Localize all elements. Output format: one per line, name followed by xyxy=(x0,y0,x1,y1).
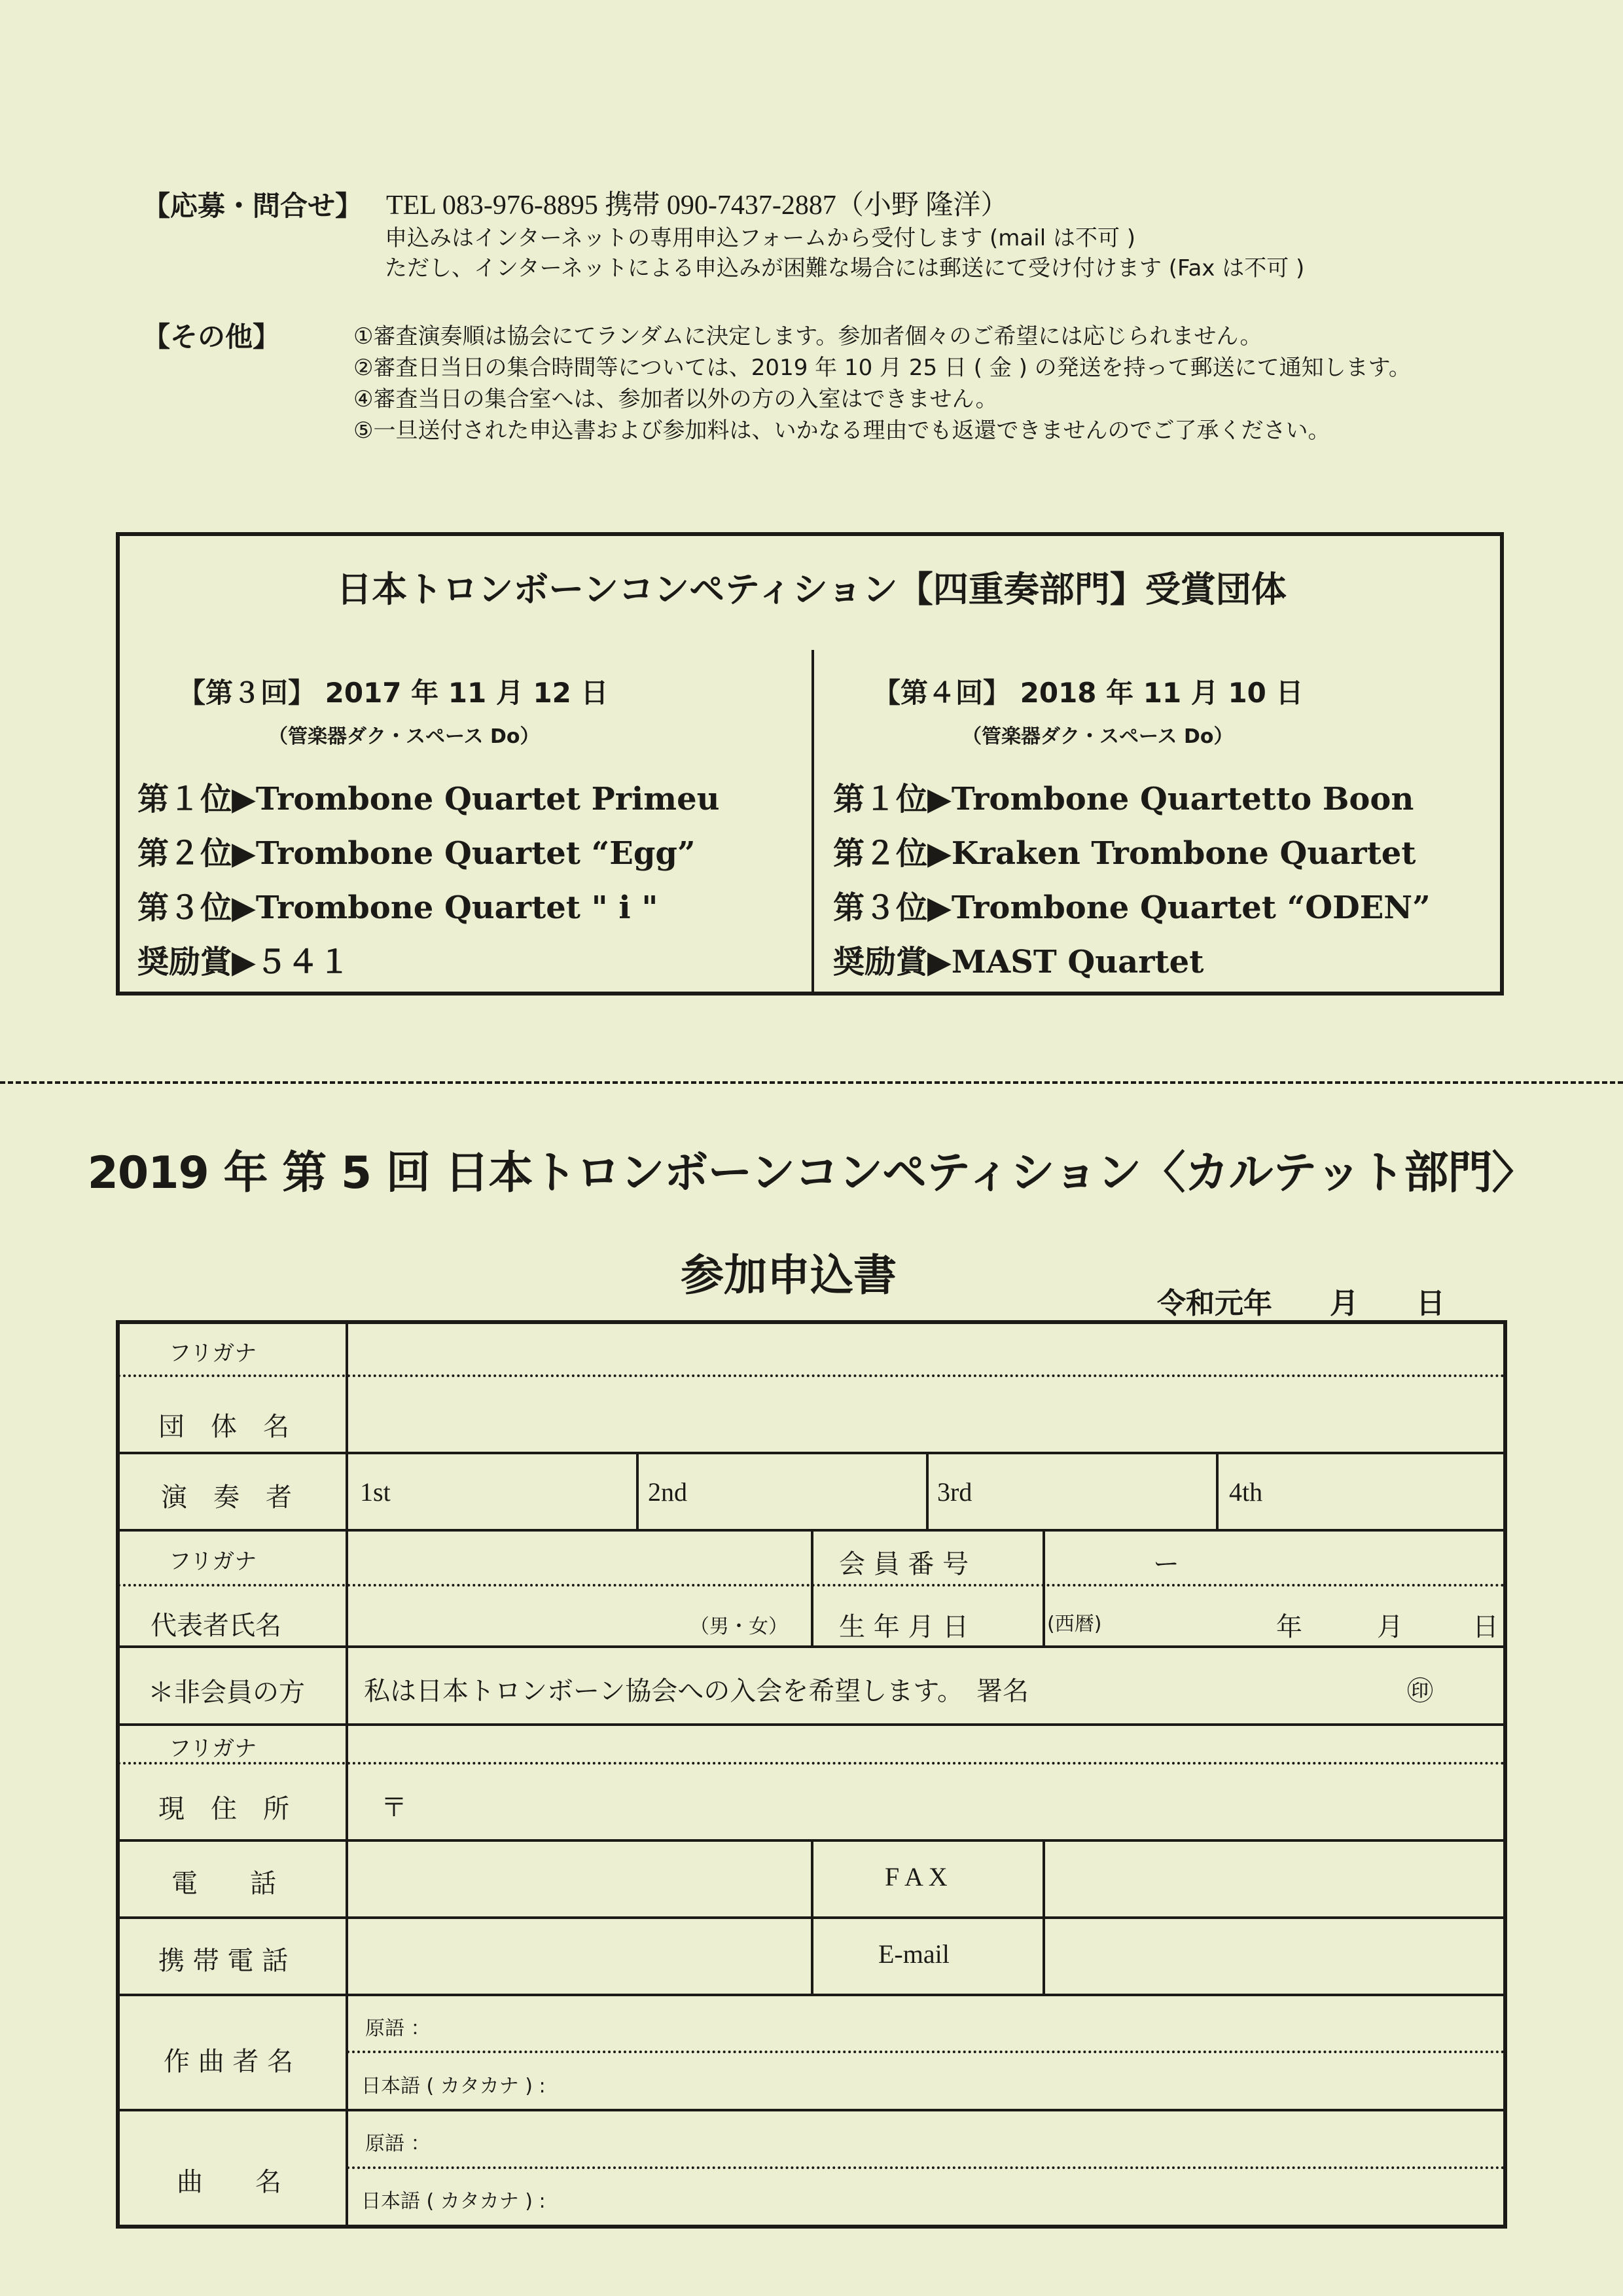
furigana-label: フリガナ xyxy=(169,1736,257,1762)
birthdate-label: 生 年 月 日 xyxy=(839,1612,969,1642)
row-divider xyxy=(118,1994,1505,1996)
col-divider xyxy=(811,1529,813,1645)
form-title: 2019 年 第 5 回 日本トロンボーンコンペティション〈カルテット部門〉 xyxy=(87,1147,1536,1199)
furigana-group-input[interactable] xyxy=(349,1325,1503,1373)
winners-left-prize: 奨励賞▶５４１ xyxy=(137,944,350,980)
postal-mark[interactable]: 〒 xyxy=(381,1793,407,1823)
member-number-input[interactable] xyxy=(1046,1532,1503,1583)
gender-choice[interactable]: （男・女） xyxy=(690,1615,788,1638)
row-divider xyxy=(118,2109,1505,2111)
title-original-field[interactable]: 原語 ： xyxy=(365,2132,431,2155)
furigana-label: フリガナ xyxy=(169,1340,257,1367)
piece-title-label: 曲 名 xyxy=(177,2167,281,2197)
winners-left-prize: 第３位▶Trombone Quartet " i " xyxy=(137,889,658,926)
other-item: ④審査当日の集合室へは、参加者以外の方の入室はできません。 xyxy=(353,386,998,412)
address-label: 現 住 所 xyxy=(158,1794,289,1824)
email-label: E-mail xyxy=(878,1939,950,1969)
performer-slot-4th[interactable]: 4th xyxy=(1229,1477,1263,1507)
mobile-label: 携 帯 電 話 xyxy=(158,1946,289,1976)
other-item: ②審査日当日の集合時間等については、2019 年 10 月 25 日 ( 金 ) の発送を持って郵送にて通知します。 xyxy=(353,355,1411,381)
winners-left-prize: 第２位▶Trombone Quartet “Egg” xyxy=(137,835,696,872)
col-divider xyxy=(811,1839,813,1994)
winners-left-heading: 【第３回】 2017 年 11 月 12 日 xyxy=(178,677,609,709)
application-form xyxy=(116,1320,1507,2229)
other-label: 【その他】 xyxy=(143,321,281,353)
winners-left-venue: （管楽器ダク・スペース Do） xyxy=(268,725,540,748)
title-japanese-field[interactable]: 日本語 ( カタカナ ) : xyxy=(361,2190,546,2213)
winners-left-prize: 第１位▶Trombone Quartet Primeu xyxy=(137,781,720,817)
col-divider xyxy=(1216,1452,1219,1529)
birth-era: (西暦) xyxy=(1047,1613,1102,1636)
contact-line-2: ただし、インターネットによる申込みが困難な場合には郵送にて受け付けます (Fax は不可 ) xyxy=(385,255,1305,281)
performer-slot-1st[interactable]: 1st xyxy=(360,1477,391,1507)
winners-right-prize: 第２位▶Kraken Trombone Quartet xyxy=(833,835,1416,872)
row-divider xyxy=(118,1452,1505,1454)
dotted-divider xyxy=(347,2166,1505,2169)
form-subtitle: 参加申込書 xyxy=(681,1249,897,1300)
winners-divider xyxy=(812,650,814,992)
winners-right-prize: 奨励賞▶MAST Quartet xyxy=(833,944,1204,980)
contact-line-1: 申込みはインターネットの専用申込フォームから受付します (mail は不可 ) xyxy=(385,225,1136,251)
mobile-input[interactable] xyxy=(349,1919,808,1992)
winners-right-prize: 第１位▶Trombone Quartetto Boon xyxy=(833,781,1414,817)
representative-label: 代表者氏名 xyxy=(151,1611,281,1641)
winners-right-prize: 第３位▶Trombone Quartet “ODEN” xyxy=(833,889,1431,926)
phone-input[interactable] xyxy=(349,1842,808,1915)
birth-day[interactable]: 日 xyxy=(1472,1612,1499,1642)
dotted-divider xyxy=(118,1762,1505,1765)
composer-original-field[interactable]: 原語 ： xyxy=(365,2017,431,2040)
row-divider xyxy=(118,1645,1505,1648)
member-number-label: 会 員 番 号 xyxy=(839,1549,969,1579)
composer-japanese-field[interactable]: 日本語 ( カタカナ ) : xyxy=(361,2075,546,2098)
seal-mark[interactable]: ㊞ xyxy=(1407,1676,1433,1706)
other-item: ⑤一旦送付された申込書および参加料は、いかなる理由でも返還できませんのでご了承ください。 xyxy=(353,418,1330,444)
furigana-label: フリガナ xyxy=(169,1549,257,1575)
performer-slot-3rd[interactable]: 3rd xyxy=(937,1477,972,1507)
col-divider xyxy=(926,1452,929,1529)
col-divider xyxy=(1043,1839,1045,1994)
col-divider xyxy=(1043,1529,1045,1645)
fax-label: F A X xyxy=(885,1862,948,1892)
birth-year[interactable]: 年 xyxy=(1276,1612,1302,1642)
col-divider xyxy=(636,1452,639,1529)
dotted-divider xyxy=(347,2051,1505,2053)
winners-title: 日本トロンボーンコンペティション【四重奏部門】受賞団体 xyxy=(336,569,1287,610)
label-column-divider xyxy=(346,1322,348,2227)
email-input[interactable] xyxy=(1046,1919,1503,1992)
contact-tel: TEL 083-976-8895 携帯 090-7437-2887（小野 隆洋） xyxy=(386,190,1008,221)
contact-label: 【応募・問合せ】 xyxy=(143,190,363,222)
winners-right-venue: （管楽器ダク・スペース Do） xyxy=(962,725,1234,748)
member-number-dash: ー xyxy=(1153,1549,1179,1579)
phone-label: 電 話 xyxy=(171,1869,276,1899)
furigana-address-input[interactable] xyxy=(349,1726,1503,1761)
cut-line xyxy=(0,1081,1623,1084)
birth-month[interactable]: 月 xyxy=(1377,1612,1403,1642)
nonmember-label: ＊非会員の方 xyxy=(148,1677,305,1708)
group-name-input[interactable] xyxy=(349,1377,1503,1450)
performer-slot-2nd[interactable]: 2nd xyxy=(648,1477,687,1507)
other-item: ①審査演奏順は協会にてランダムに決定します。参加者個々のご希望には応じられません。 xyxy=(353,323,1262,350)
performers-label: 演 奏 者 xyxy=(161,1482,292,1513)
winners-right-heading: 【第４回】 2018 年 11 月 10 日 xyxy=(873,677,1304,709)
form-date[interactable]: 令和元年 月 日 xyxy=(1157,1287,1445,1320)
fax-input[interactable] xyxy=(1046,1842,1503,1915)
group-name-label: 団 体 名 xyxy=(158,1412,289,1442)
composer-label: 作 曲 者 名 xyxy=(164,2047,294,2077)
join-request-text: 私は日本トロンボーン協会への入会を希望します。 署名 xyxy=(364,1676,1029,1706)
